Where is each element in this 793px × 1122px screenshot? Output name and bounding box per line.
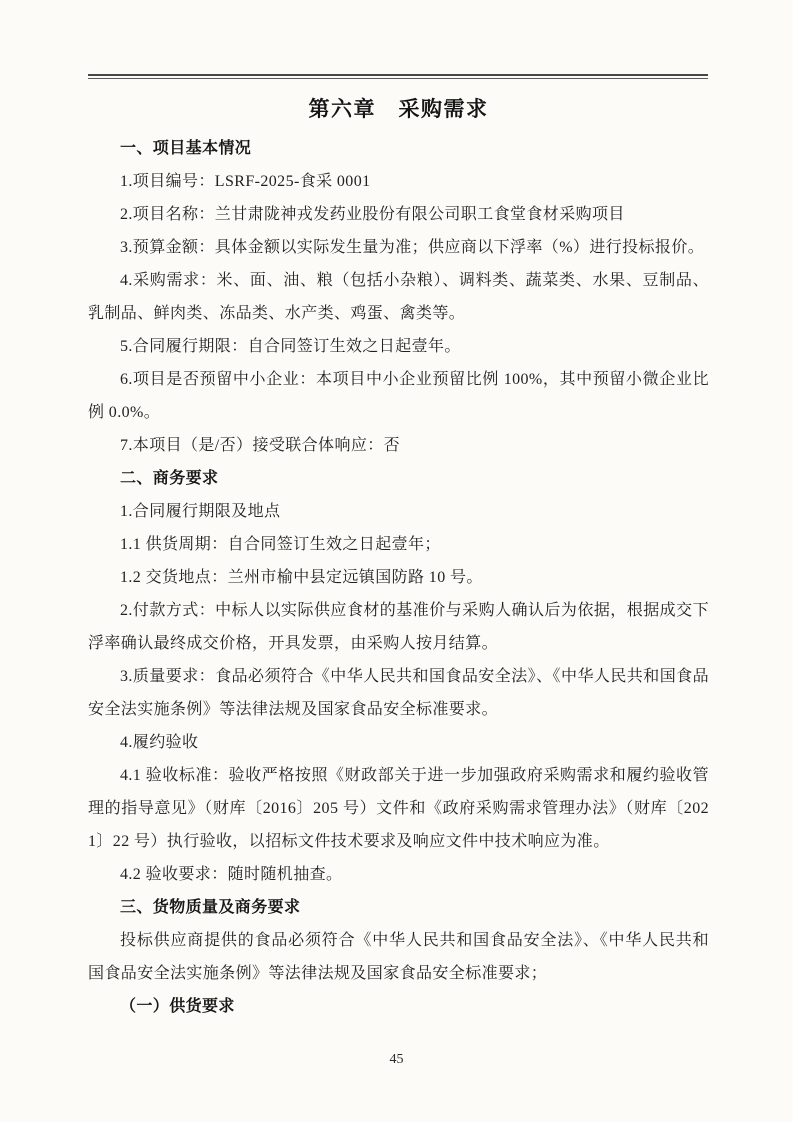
paragraph: 7.本项目（是/否）接受联合体响应：否 [120, 437, 401, 454]
paragraph: 投标供应商提供的食品必须符合《中华人民共和国食品安全法》、《中华人民共和国食品安全法实施条例》等法律法规及国家食品安全标准要求； [88, 932, 709, 982]
section-heading: （一）供货要求 [120, 998, 235, 1015]
document-content [88, 86, 709, 1023]
paragraph: 6.项目是否预留中小企业：本项目中小企业预留比例 100%，其中预留小微企业比例 0.0%。 [88, 371, 709, 421]
header-rule [88, 74, 708, 79]
page-number: 45 [389, 1052, 404, 1067]
paragraph: 2.项目名称：兰甘肃陇神戎发药业股份有限公司职工食堂食材采购项目 [120, 206, 625, 223]
paragraph: 5.合同履行期限：自合同签订生效之日起壹年。 [120, 338, 461, 355]
paragraph: 1.2 交货地点：兰州市榆中县定远镇国防路 10 号。 [120, 569, 483, 586]
document-body [88, 132, 709, 1023]
paragraph: 4.2 验收要求：随时随机抽查。 [120, 866, 343, 883]
section-heading: 三、货物质量及商务要求 [120, 899, 301, 916]
section-heading: 一、项目基本情况 [120, 140, 252, 157]
paragraph: 1.合同履行期限及地点 [120, 503, 281, 520]
chapter-title: 第六章 采购需求 [308, 97, 489, 121]
paragraph: 4.履约验收 [120, 734, 199, 751]
paragraph: 4.1 验收标准：验收严格按照《财政部关于进一步加强政府采购需求和履约验收管理的指导意见》（财库〔2016〕205 号）文件和《政府采购需求管理办法》（财库〔2021〕22 号）执行验收，以招标文件技术要求及响应文件中技术响应为准。 [88, 767, 709, 850]
paragraph: 2.付款方式：中标人以实际供应食材的基准价与采购人确认后为依据，根据成交下浮率确认最终成交价格，开具发票，由采购人按月结算。 [88, 602, 709, 652]
paragraph: 3.预算金额：具体金额以实际发生量为准；供应商以下浮率（%）进行投标报价。 [120, 239, 705, 256]
paragraph: 4.采购需求：米、面、油、粮（包括小杂粮）、调料类、蔬菜类、水果、豆制品、乳制品、鲜肉类、冻品类、水产类、鸡蛋、禽类等。 [88, 272, 709, 322]
paragraph: 1.项目编号：LSRF-2025-食采 0001 [120, 173, 371, 190]
section-heading: 二、商务要求 [120, 470, 219, 487]
paragraph: 1.1 供货周期：自合同签订生效之日起壹年； [120, 536, 441, 553]
paragraph: 3.质量要求：食品必须符合《中华人民共和国食品安全法》、《中华人民共和国食品安全法实施条例》等法律法规及国家食品安全标准要求。 [88, 668, 709, 718]
